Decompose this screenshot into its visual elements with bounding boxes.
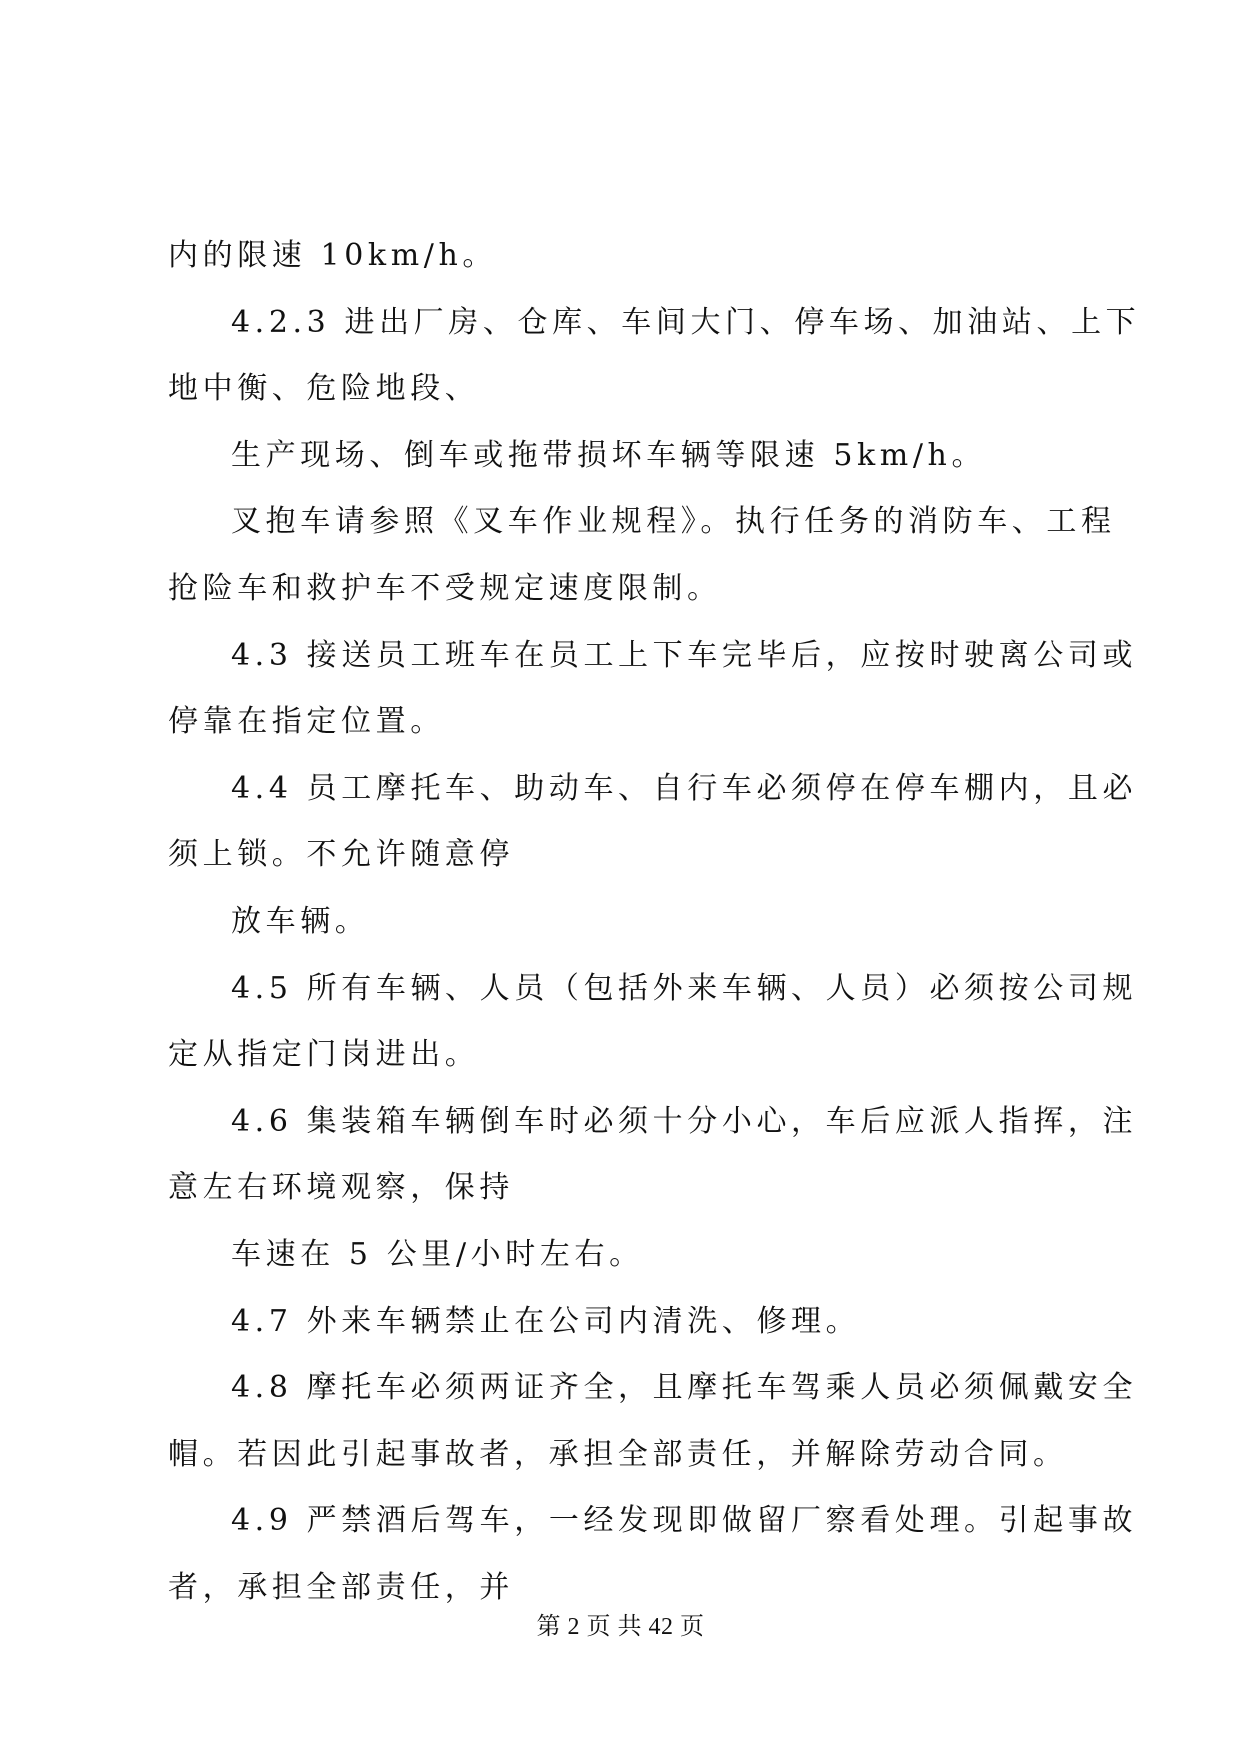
text-line: 4.9 严禁酒后驾车，一经发现即做留厂察看处理。引起事故 (231, 1503, 1138, 1538)
text-line: 地中衡、危险地段、 (168, 371, 480, 406)
text-line: 4.6 集装箱车辆倒车时必须十分小心，车后应派人指挥，注 (231, 1104, 1138, 1139)
text-line: 生产现场、倒车或拖带损坏车辆等限速 5km/h。 (231, 438, 987, 473)
text-line: 停靠在指定位置。 (168, 704, 445, 739)
text-line: 定从指定门岗进出。 (168, 1037, 480, 1072)
text-line: 抢险车和救护车不受规定速度限制。 (168, 571, 722, 606)
text-line: 4.8 摩托车必须两证齐全，且摩托车驾乘人员必须佩戴安全 (231, 1370, 1138, 1405)
text-line: 叉抱车请参照《叉车作业规程》。执行任务的消防车、工程 (231, 504, 1116, 539)
text-line: 4.3 接送员工班车在员工上下车完毕后，应按时驶离公司或 (231, 638, 1138, 673)
text-line: 者，承担全部责任，并 (168, 1570, 514, 1605)
text-line: 须上锁。不允许随意停 (168, 837, 514, 872)
text-line: 车速在 5 公里/小时左右。 (231, 1237, 644, 1272)
text-line: 内的限速 10km/h。 (168, 238, 497, 273)
text-line: 帽。若因此引起事故者，承担全部责任，并解除劳动合同。 (168, 1437, 1068, 1472)
text-line: 放车辆。 (231, 904, 370, 939)
text-line: 4.7 外来车辆禁止在公司内清洗、修理。 (231, 1304, 861, 1339)
text-line: 4.5 所有车辆、人员（包括外来车辆、人员）必须按公司规 (231, 971, 1138, 1006)
text-line: 4.2.3 进出厂房、仓库、车间大门、停车场、加油站、上下 (231, 305, 1141, 340)
page-number-footer: 第 2 页 共 42 页 (536, 1614, 705, 1640)
text-line: 4.4 员工摩托车、助动车、自行车必须停在停车棚内，且必 (231, 771, 1138, 806)
text-line: 意左右环境观察，保持 (168, 1170, 514, 1205)
